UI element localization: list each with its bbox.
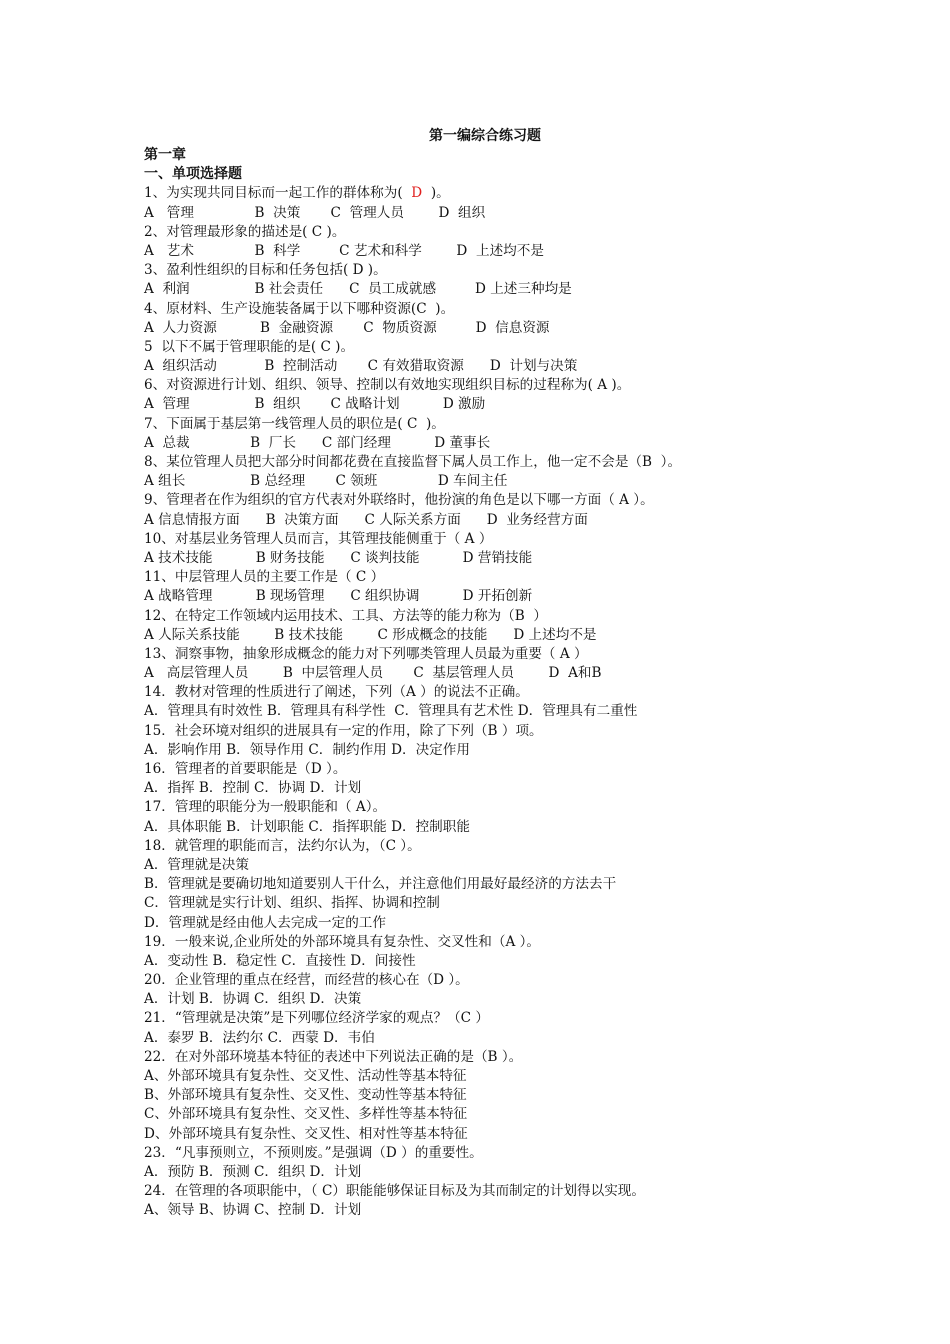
document-line: A．泰罗 B．法约尔 C．西蒙 D．韦伯 — [144, 1029, 375, 1046]
document-line: 17．管理的职能分为一般职能和（ A）。 — [144, 799, 387, 816]
exercise-content — [144, 146, 924, 1221]
document-line: A 总裁 B 厂长 C 部门经理 D 董事长 — [144, 434, 491, 451]
document-line: B．管理就是要确切地知道要别人干什么，并注意他们用最好最经济的方法去干 — [144, 876, 617, 893]
document-line: 19．一般来说,企业所处的外部环境具有复杂性、交叉性和（A ）。 — [144, 933, 540, 950]
document-line: 10、对基层业务管理人员而言，其管理技能侧重于（ A ） — [144, 530, 493, 547]
document-line: A．计划 B．协调 C．组织 D．决策 — [144, 991, 362, 1008]
document-line: 11、中层管理人员的主要工作是（ C ） — [144, 569, 385, 586]
document-line: A．管理具有时效性 B．管理具有科学性 C．管理具有艺术性 D．管理具有二重性 — [144, 703, 638, 720]
document-line: A 战略管理 B 现场管理 C 组织协调 D 开拓创新 — [144, 588, 533, 605]
document-line: 9、管理者在作为组织的官方代表对外联络时，他扮演的角色是以下哪一方面（ A ）。 — [144, 492, 654, 509]
document-line: 5 以下不属于管理职能的是( C )。 — [144, 338, 355, 355]
document-line: 23．“凡事预则立，不预则废。”是强调（D ）的重要性。 — [144, 1144, 483, 1161]
document-line: 13、洞察事物，抽象形成概念的能力对下列哪类管理人员最为重要（ A ） — [144, 645, 588, 662]
document-line: 3、盈利性组织的目标和任务包括( D )。 — [144, 262, 387, 279]
document-line: C、外部环境具有复杂性、交叉性、多样性等基本特征 — [144, 1106, 468, 1123]
document-line: 16．管理者的首要职能是（D ）。 — [144, 761, 347, 777]
document-line: A、外部环境具有复杂性、交叉性、活动性等基本特征 — [144, 1068, 467, 1084]
document-line: A 组织活动 B 控制活动 C 有效猎取资源 D 计划与决策 — [144, 358, 578, 375]
question-1-answer: D — [411, 185, 423, 202]
document-line: 15．社会环境对组织的进展具有一定的作用，除了下列（B ）项。 — [144, 722, 543, 739]
document-line: A．变动性 B．稳定性 C．直接性 D．间接性 — [144, 952, 416, 969]
document-line: A 利润 B 社会责任 C 员工成就感 D 上述三种均是 — [144, 281, 572, 298]
document-line: C．管理就是实行计划、组织、指挥、协调和控制 — [144, 895, 440, 912]
document-line: 8、某位管理人员把大部分时间都花费在直接监督下属人员工作上，他一定不会是（B ）。 — [144, 454, 682, 470]
document-line: 4、原材料、生产设施装备属于以下哪种资源(C )。 — [144, 300, 455, 317]
document-line: 6、对资源进行计划、组织、领导、控制以有效地实现组织目标的过程称为( A )。 — [144, 377, 631, 394]
document-line: A 艺术 B 科学 C 艺术和科学 D 上述均不是 — [144, 242, 544, 259]
document-line: A 技术技能 B 财务技能 C 谈判技能 D 营销技能 — [144, 549, 533, 566]
document-line: 18．就管理的职能而言，法约尔认为，（C ）。 — [144, 837, 421, 854]
document-line: A 高层管理人员 B 中层管理人员 C 基层管理人员 D A和B — [144, 665, 602, 682]
document-line: D、外部环境具有复杂性、交叉性、相对性等基本特征 — [144, 1125, 468, 1142]
document-line: 7、下面属于基层第一线管理人员的职位是( C )。 — [144, 415, 445, 432]
question-lines — [144, 204, 924, 1221]
document-line: 24．在管理的各项职能中，（ C）职能能够保证目标及为其而制定的计划得以实现。 — [144, 1183, 645, 1200]
document-line: A 人力资源 B 金融资源 C 物质资源 D 信息资源 — [144, 319, 550, 336]
document-line: 21．“管理就是决策”是下列哪位经济学家的观点？（C ） — [144, 1010, 489, 1027]
document-line: 12、在特定工作领域内运用技术、工具、方法等的能力称为（B ） — [144, 607, 547, 624]
document-line: A．管理就是决策 — [144, 856, 249, 873]
document-line: 22．在对外部环境基本特征的表述中下列说法正确的是（B ）。 — [144, 1048, 523, 1065]
document-line: A 信息情报方面 B 决策方面 C 人际关系方面 D 业务经营方面 — [144, 511, 588, 528]
section-heading: 一、单项选择题 — [144, 166, 242, 183]
document-line: A 人际关系技能 B 技术技能 C 形成概念的技能 D 上述均不是 — [144, 626, 597, 643]
document-line: A、领导 B、协调 C、控制 D．计划 — [144, 1202, 362, 1219]
question-1-suffix: )。 — [422, 185, 450, 202]
document-line: A．影响作用 B．领导作用 C．制约作用 D．决定作用 — [144, 741, 470, 758]
question-1 — [144, 184, 924, 203]
chapter-heading: 第一章 — [144, 147, 186, 163]
document-line: A．具体职能 B．计划职能 C．指挥职能 D．控制职能 — [144, 818, 470, 835]
document-line: B、外部环境具有复杂性、交叉性、变动性等基本特征 — [144, 1087, 467, 1104]
document-line: 14．教材对管理的性质进行了阐述，下列（A ）的说法不正确。 — [144, 684, 529, 701]
document-line: A．预防 B．预测 C．组织 D．计划 — [144, 1163, 362, 1180]
document-line: A 管理 B 决策 C 管理人员 D 组织 — [144, 204, 486, 221]
question-1-prefix: 1、为实现共同目标而一起工作的群体称为( — [144, 185, 412, 202]
document-line: A．指挥 B．控制 C．协调 D．计划 — [144, 780, 362, 797]
document-line: 20．企业管理的重点在经营，而经营的核心在（D ）。 — [144, 972, 469, 989]
document-line: D．管理就是经由他人去完成一定的工作 — [144, 914, 386, 931]
document-line: A 管理 B 组织 C 战略计划 D 激励 — [144, 396, 486, 413]
document-line: A 组长 B 总经理 C 领班 D 车间主任 — [144, 473, 508, 490]
document-line: 2、对管理最形象的描述是( C )。 — [144, 223, 346, 240]
document-title: 第一编综合练习题 — [429, 128, 541, 144]
